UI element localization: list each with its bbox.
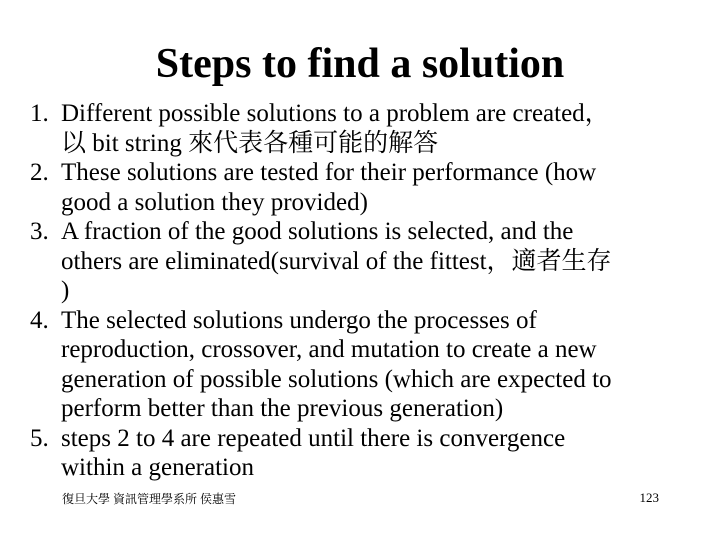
step-number: 3. <box>30 218 49 245</box>
footer-institution: 復旦大學 資訊管理學系所 侯惠雪 <box>62 492 237 506</box>
step-item <box>30 306 698 424</box>
step-item <box>30 158 698 217</box>
step-item <box>30 424 698 483</box>
page-number: 123 <box>639 490 659 505</box>
step-item <box>30 99 698 158</box>
step-number: 5. <box>30 424 49 452</box>
step-line: Different possible solutions to a problem are created， <box>61 100 610 127</box>
step-number: 4. <box>30 306 49 334</box>
step-line: steps 2 to 4 are repeated until there is convergence <box>61 424 566 452</box>
step-line: ) <box>61 277 70 304</box>
step-line: The selected solutions undergo the processes of <box>61 306 537 334</box>
step-line: reproduction, crossover, and mutation to create a new <box>61 336 597 363</box>
step-number: 1. <box>30 100 49 127</box>
slide-title: Steps to find a solution <box>155 41 565 87</box>
step-line: A fraction of the good solutions is selected, and the <box>61 218 574 245</box>
step-line: others are eliminated(survival of the fittest，適者生存 <box>61 247 612 275</box>
step-number: 2. <box>30 159 49 186</box>
step-line: perform better than the previous generation) <box>61 395 504 422</box>
steps-list <box>30 99 698 483</box>
step-line: 以 bit string 來代表各種可能的解答 <box>61 129 439 157</box>
step-line: generation of possible solutions (which are expected to <box>61 365 612 393</box>
step-line: These solutions are tested for their performance (how <box>61 159 597 186</box>
step-item <box>30 217 698 306</box>
step-line: within a generation <box>61 454 254 481</box>
step-line: good a solution they provided) <box>61 188 368 216</box>
